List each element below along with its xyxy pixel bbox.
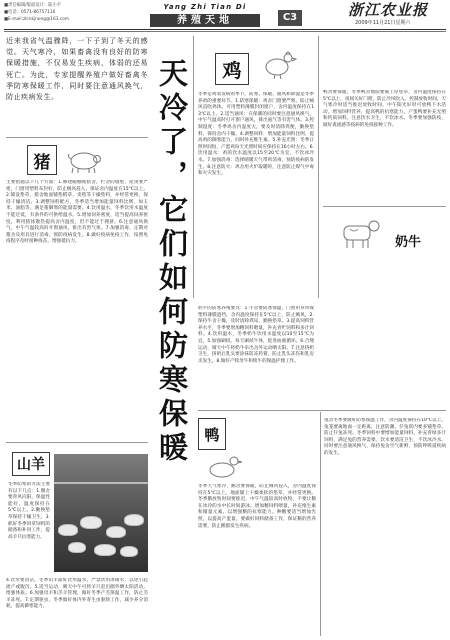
cow-badge: 奶牛	[388, 228, 428, 252]
paper-name: 浙江农业报	[348, 1, 429, 19]
section-title: 养殖天地	[150, 14, 260, 27]
chicken-icon	[258, 48, 298, 80]
pig-bottom-rule	[6, 442, 148, 443]
goat-figure	[106, 526, 126, 538]
goat-figure	[58, 524, 78, 536]
pig-text: 主要措施以下几个方面：1.修建暖棚或猪舍，栏舍的墙壁、屋顶要严密，门窗用塑料布封好，防止贼风侵入，保证舍内温度在15℃以上。2.铺设垫草，猪舍地面铺垫稻草、麦秸等干燥垫料，并经常更换，保持干燥清洁。3.调整饲料配方，冬季适当增加能量饲料比例，如玉米、油脂等，满足猪御寒的能量需要。4.饮用温水，冬季饮用水温度不能过低，有条件的可供给温水。5.增加饲养密度，适当提高饲养密度，利用猪体散热提高舍内温度，但不能过于拥挤。6.注意通风换气，中午气温较高时开窗通风，排出有害气体。7.加强消毒，定期对猪舍及用具进行消毒，预防疫病发生。8.做好疫病免疫工作，按照免疫程序及时接种疫苗，增强抵抗力。	[6, 180, 148, 245]
bottom-left-text: 冬季天气寒冷，鹅舍要保暖，防止贼风侵入，舍内温度保持在5℃以上。地面铺上干燥柔软的垫草，并经常更换。冬季鹅放牧时间要推迟，中午气温较高时放牧，不要让鹅在冰冷的水中长时间游泳。增加精饲料喂量，补充维生素和微量元素，以增强鹅的抗寒能力。种鹅要适当增加光照，以提高产蛋量。要做好饲料储备工作，保证鹅的营养需要，防止鹅群发生疾病。	[198, 484, 316, 529]
duck-text: 鸭舍要保暖，冬季鸭舍地面要铺上厚垫草，舍内温度保持在5℃以上，夜间关好门窗，防止冷风吹入。控制放牧时间，天气寒冷时适当推迟放牧时间，中午阳光好时可放鸭下水活动。增加饲料营养，提高鸭的抗寒能力，产蛋鸭要补充光照和钙质饲料。注意饮水卫生，不饮冰水。冬季要加强防疫，做好禽流感等疫病的免疫接种工作。	[323, 90, 446, 128]
phone-line: ■电话：0571-86757116	[4, 10, 56, 15]
goat-figure	[68, 542, 86, 553]
pinyin-title: Yang Zhi Tian Di	[163, 3, 247, 11]
pig-top-rule	[6, 137, 148, 138]
headline	[156, 58, 188, 518]
header-rule	[4, 29, 446, 30]
goat-figure	[120, 546, 138, 557]
column-rule	[318, 36, 319, 298]
chicken-text: 冬季是鸡易发病的季节，防寒、保暖、通风和除湿是冬季养鸡的重要环节。1.防寒保暖：鸡舍门窗要严密，防止贼风直吹鸡体。可用塑料薄膜封闭窗户，舍内温度保持在13℃以上。2.适当通风：在保暖的同时要注意通风换气，中午气温高时打开窗户通风，排出氨气等有害气体。3.控制湿度：冬季鸡舍内湿度大，要及时清除粪便，勤换垫料，保持舍内干燥。4.调整饲料：增加能量饲料比例，提高鸡的御寒能力，同时补充维生素。5.补充光照：冬季日照时间短，产蛋鸡每天光照时间应保持在16小时左右。6.饮用温水：鸡的饮水温度以15至20℃为宜，不饮冰冷水。7.加强消毒：选择晴暖天气带鸡消毒，预防疫病的发生。8.注意防火：鸡舍用火炉取暖时，注意防止煤气中毒和火灾发生。	[198, 92, 314, 177]
column-rule	[320, 412, 321, 636]
goat-badge: 山羊	[12, 452, 50, 476]
cow-text-continued	[323, 258, 446, 406]
section-banner	[150, 3, 260, 28]
bottom-right-text: 兔舍冬季要做好防寒保温工作，舍内温度保持在10℃以上。兔笼要离地面一定距离，注意防潮。仔兔窝内要多铺垫草，防止仔兔冻死。冬季饲料中要增加能量饲料，补充青绿多汁饲料，满足兔的营养需要。饮水要清洁卫生，不饮冰冷水。同时要注意通风换气，保持兔舍空气新鲜，预防呼吸道疾病的发生。	[324, 418, 446, 456]
duck-icon	[206, 452, 242, 480]
goat-figure	[80, 516, 102, 529]
cow-icon	[338, 212, 382, 252]
goat-figure	[124, 514, 144, 526]
headline-text: 天冷了，它们如何防寒保暖	[155, 58, 189, 466]
pig-icon	[64, 146, 104, 174]
intro-paragraph: 近来我省气温骤降，一下子到了冬天的感觉。天气寒冷，如果畜禽没有良好的防寒保暖措施，不仅易发生疾病，体弱的还易死亡。为此，专家提醒养殖户做好畜禽冬季防寒保暖工作，同时要注意通风换气，防止疾病发生。	[6, 36, 148, 102]
page-code: C3	[278, 10, 302, 26]
goat-figure	[94, 544, 116, 556]
chicken-badge: 鸡	[215, 53, 249, 85]
goat-photo	[54, 454, 148, 572]
email-line: ■E-mail:zlcnkjnong@163.com	[4, 17, 70, 22]
goat-photo-caption: 冬季防寒的方法主要有以下几点：1.圈舍要背风向阳，保温性能好，温度保持在5℃以上。2.勤换垫草保持干燥卫生，3.抓好冬季饲草饲料的储备和补饲工作，提高羊只抗寒能力。	[8, 482, 50, 540]
date-line: 2009年11月21日星期六	[355, 20, 411, 26]
header-rule-thin	[4, 31, 446, 32]
masthead-left	[4, 3, 124, 28]
column-rule	[193, 36, 194, 298]
duck-top-rule	[198, 410, 446, 411]
editor-line: ■责任编辑/版面设计：陆小平	[4, 3, 62, 8]
goat-text: 4.饮水要清洁，冬季山羊最好饮用温水，严禁饮用冰碴水，以免引起流产或腹泻。5.适当运动，晴天中午可将羊只赶出圈外晒太阳活动，增强体质。6.加强母羊和羔羊管理，做好冬季产羔保温工作，防止羔羊冻死。7.定期驱虫，冬季做好体内外寄生虫驱除工作，减少养分消耗，提高御寒能力。	[6, 578, 148, 610]
pig-badge: 猪	[27, 145, 57, 175]
cow-top-rule	[323, 206, 446, 207]
goat-fence	[54, 482, 148, 484]
duck-badge: 鸭	[198, 418, 226, 450]
cow-text: 奶牛的防寒养殖要点：1.牛舍要防寒保温，门窗用草帘或塑料薄膜遮挡，舍内温度保持在5℃以上，防止贼风。2.保持牛舍干燥，及时清除粪尿，勤换垫草。3.提高饲料营养水平，冬季要增加精饲料喂量，补充青贮饲料和多汁饲料。4.饮用温水，冬季奶牛饮用水温度以10至15℃为宜。5.加强刷拭，每天刷拭牛体，促进血液循环。6.合理运动，晴天中午将奶牛牵出舍外运动晒太阳。7.注意挤奶卫生，挤奶后乳头要涂抹防冻药膏，防止乳头冻伤和乳房炎发生。8.做好产犊母牛和犊牛的保温护理工作。	[198, 306, 314, 364]
